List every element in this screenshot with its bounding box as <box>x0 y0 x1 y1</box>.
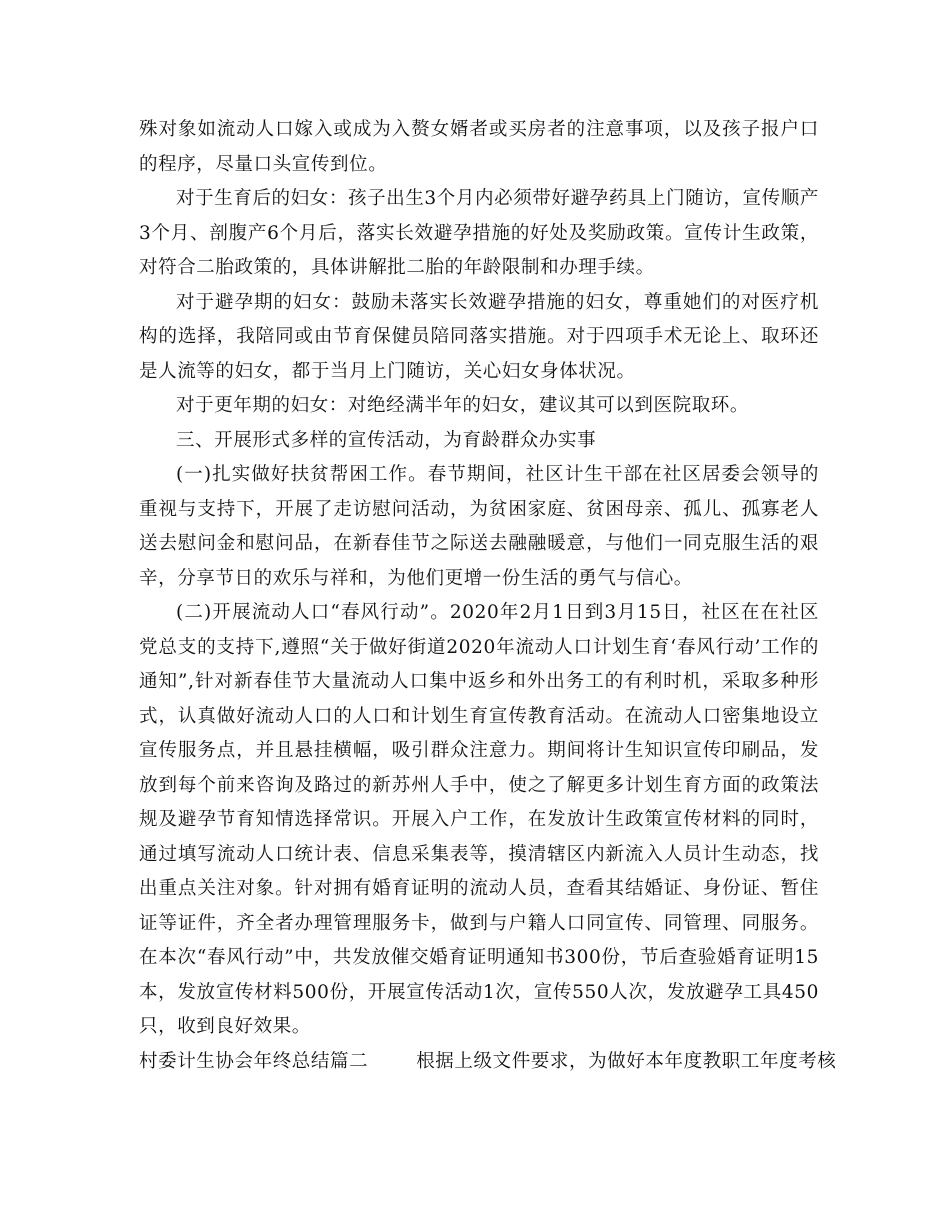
section-title: 村委计生协会年终总结篇二 <box>139 1050 369 1072</box>
section-first-line: 根据上级文件要求，为做好本年度教职工年度考核 <box>416 1050 837 1072</box>
paragraph-6: (二)开展流动人口“春风行动”。2020年2月1日到3月15日，社区在在社区党总支的支持下,遵照“关于做好街道2020年流动人口计划生育‘春风行动’工作的通知”,针对新春佳节大量流动人口集中返乡和外出务工的有利时机，采取多种形式，认真做好流动人口的人口和计划生育宣传教育活动。在流动人口密集地设立宣传服务点，并且悬挂横幅，吸引群众注意力。期间将计生知识宣传印刷品，发放到每个前来咨询及路过的新苏州人手中，使之了解更多计划生育方面的政策法规及避孕节育知情选择常识。开展入户工作，在发放计生政策宣传材料的同时，通过填写流动人口统计表、信息采集表等，摸清辖区内新流入人员计生动态，找出重点关注对象。针对拥有婚育证明的流动人员，查看其结婚证、身份证、暂住证等证件，齐全者办理管理服务卡，做到与户籍人口同宣传、同管理、同服务。在本次“春风行动”中，共发放催交婚育证明通知书300份，节后查验婚育证明15本，发放宣传材料500份，开展宣传活动1次，宣传550人次，发放避孕工具450只，收到良好效果。 <box>139 602 819 1037</box>
paragraph-3: 对于避孕期的妇女：鼓励未落实长效避孕措施的妇女，尊重她们的对医疗机构的选择，我陪同或由节育保健员陪同落实措施。对于四项手术无论上、取环还是人流等的妇女，都于当月上门随访，关心妇女身体状况。 <box>139 291 819 382</box>
section-heading-3: 三、开展形式多样的宣传活动，为育龄群众办实事 <box>176 429 597 451</box>
next-section-line <box>139 1045 837 1080</box>
paragraph-4: 对于更年期的妇女：对绝经满半年的妇女，建议其可以到医院取环。 <box>176 395 750 416</box>
paragraph-5: (一)扎实做好扶贫帮困工作。春节期间，社区计生干部在社区居委会领导的重视与支持下，开展了走访慰问活动，为贫困家庭、贫困母亲、孤儿、孤寡老人送去慰问金和慰问品，在新春佳节之际送去融融暖意，与他们一同克服生活的艰辛，分享节日的欢乐与祥和，为他们更增一份生活的勇气与信心。 <box>139 464 819 589</box>
document-body <box>139 113 837 1079</box>
paragraph-2: 对于生育后的妇女：孩子出生3个月内必须带好避孕药具上门随访，宣传顺产3个月、剖腹产6个月后，落实长效避孕措施的好处及奖励政策。宣传计生政策，对符合二胎政策的，具体讲解批二胎的年龄限制和办理手续。 <box>139 188 819 278</box>
paragraph-1: 殊对象如流动人口嫁入或成为入赘女婿者或买房者的注意事项，以及孩子报户口的程序，尽量口头宣传到位。 <box>139 119 819 175</box>
